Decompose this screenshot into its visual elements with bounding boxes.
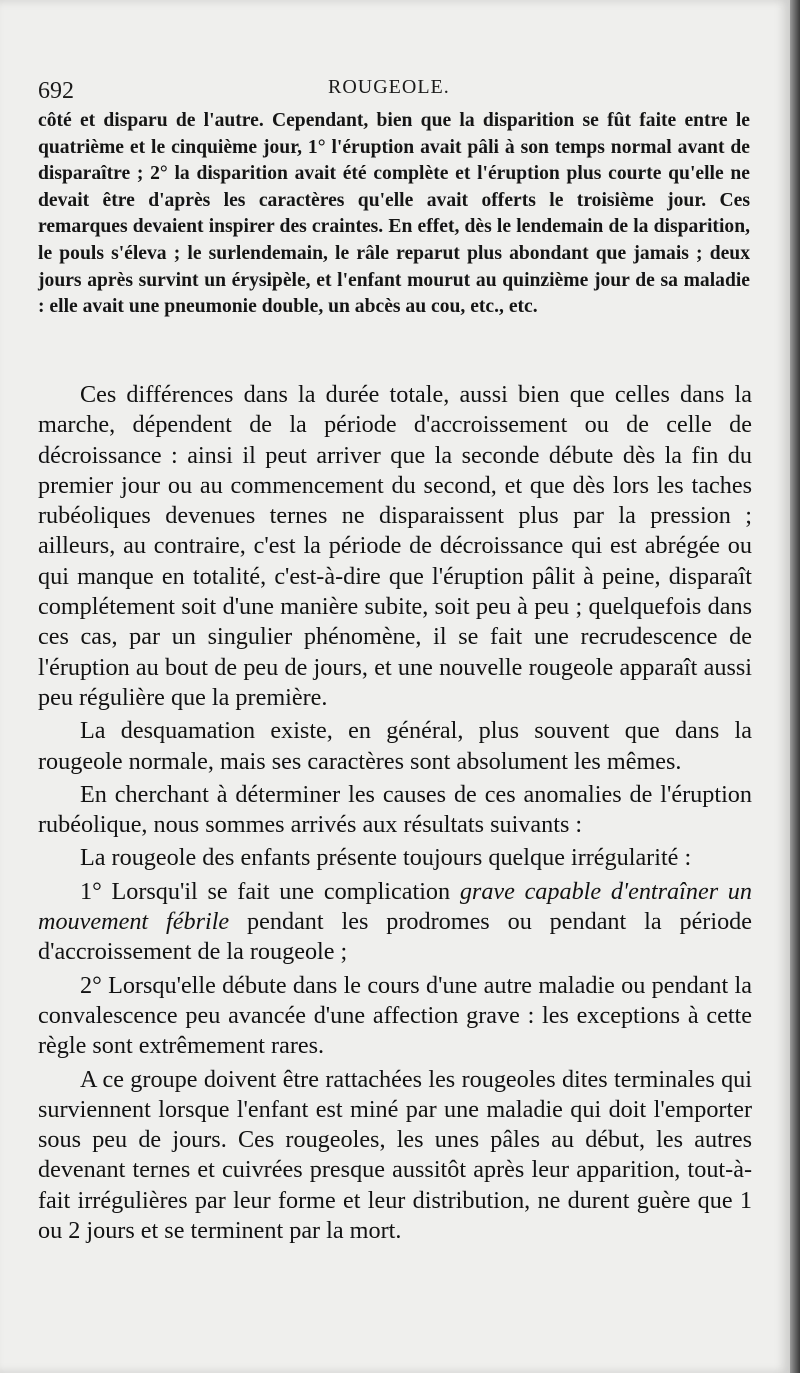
paragraph-terminal-measles: A ce groupe doivent être rattachées les rougeoles dites terminales qui surviennent lorsque l'enfant est miné par une maladie qui doit l'emporter sous peu de jours. Ces rougeoles, les unes pâles au début, les autres devenant ternes et cuivrées presque aussitôt après leur apparition, tout-à-fait irrégulières par leur forme et leur distribution, ne durent guère que 1 ou 2 jours et se terminent par la mort. [38, 1065, 752, 1245]
paragraph-desquamation: La desquamation existe, en général, plus souvent que dans la rougeole normale, mais ses caractères sont absolument les mêmes. [38, 717, 752, 775]
paragraph-causes: En cherchant à déterminer les causes de ces anomalies de l'éruption rubéolique, nous sommes arrivés aux résultats suivants : [38, 780, 752, 839]
item-1-italic: grave capable d'entraîner un mouvement fébrile [38, 877, 752, 936]
paragraph-durations: Ces différences dans la durée totale, aussi bien que celles dans la marche, dépendent de la période d'accroissement ou de celle de décroissance : ainsi il peut arriver que la seconde débute dès la fin du premier jour ou au commencement du second, et que dès lors les taches rubéoliques devenues ternes ne disparaissent plus par la pression ; ailleurs, au contraire, c'est la période de décroissance qui est abrégée ou qui manque en totalité, c'est-à-dire que l'éruption pâlit à peine, disparaît complétement soit d'une manière subite, soit peu à peu ; quelquefois dans ces cas, par un singulier phénomène, il se fait une recrudescence de l'éruption au bout de peu de jours, et une nouvelle rougeole apparaît aussi peu régulière que la première. [38, 381, 752, 711]
paragraph-item-1 [38, 877, 752, 968]
running-title: ROUGEOLE. [328, 76, 450, 98]
case-note-text: côté et disparu de l'autre. Cependant, bien que la disparition se fût faite entre le quatrième et le cinquième jour, 1° l'éruption avait pâli à son temps normal avant de disparaître ; 2° la disparition avait été complète et l'éruption plus courte qu'elle ne devait être d'après les caractères qu'elle avait offerts le troisième jour. Ces remarques devaient inspirer des craintes. En effet, dès le lendemain de la disparition, le pouls s'éleva ; le surlendemain, le râle reparut plus abondant que jamais ; deux jours après survint un érysipèle, et l'enfant mourut au quinzième jour de sa maladie : elle avait une pneumonie double, un abcès au cou, etc., etc. [38, 110, 750, 318]
main-text [38, 380, 752, 1246]
item-1-rest: pendant les prodromes ou pendant la période d'accroissement de la rougeole ; [38, 908, 752, 966]
paragraph-item-2: 2° Lorsqu'elle débute dans le cours d'une autre maladie ou pendant la convalescence peu avancée d'une affection grave : les exceptions à cette règle sont extrêmement rares. [38, 971, 752, 1060]
case-note [38, 108, 750, 321]
page-edge [790, 0, 800, 1373]
paragraph-irregularity: La rougeole des enfants présente toujours quelque irrégularité : [80, 844, 692, 872]
item-1-text: 1° Lorsqu'il se fait une complication [80, 877, 460, 905]
page-header [38, 76, 758, 110]
page-number: 692 [38, 78, 74, 104]
